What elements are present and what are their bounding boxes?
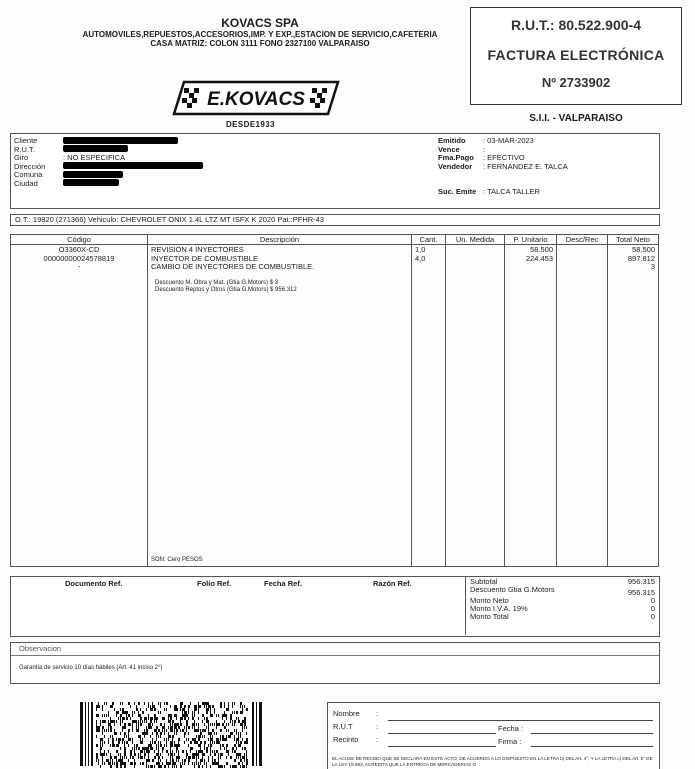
receipt-nombre: Nombre bbox=[333, 709, 360, 718]
label-ciudad: Ciudad bbox=[14, 178, 38, 188]
desc-1: REVISION 4 INYECTORES bbox=[151, 245, 244, 254]
code-1: O3360X-CD bbox=[58, 245, 100, 254]
company-activity: AUTOMOVILES,REPUESTOS,ACCESORIOS,IMP. Y EXP.,ESTACION DE SERVICIO,CAFETERIA bbox=[82, 30, 438, 39]
work-order-line: O.T.: 19820 (271366) Vehiculo: CHEVROLET ONIX 1.4L LTZ MT ISFX K 2020 Pat.:PFHR-43 bbox=[10, 214, 660, 226]
discount-cell bbox=[557, 245, 608, 567]
total-2: 897.812 bbox=[627, 253, 655, 263]
issuer-rut: R.U.T.: 80.522.900-4 bbox=[511, 17, 641, 33]
value-sucursal: : TALCA TALLER bbox=[483, 187, 540, 196]
label-cliente: Cliente bbox=[14, 136, 38, 145]
client-labels bbox=[14, 137, 45, 188]
label-vendedor: Vendedor bbox=[438, 161, 473, 171]
table-body-row bbox=[11, 245, 659, 567]
label-comuna: Comuna bbox=[14, 170, 43, 179]
description-cell bbox=[148, 245, 412, 567]
total-cell bbox=[608, 245, 659, 567]
totals-panel bbox=[465, 576, 659, 635]
redaction-bar bbox=[63, 162, 203, 169]
logo-text: E.KOVACS bbox=[207, 89, 305, 110]
unit-cell bbox=[446, 245, 505, 567]
label-emitido: Emitido bbox=[438, 136, 466, 145]
receipt-firma: Firma : bbox=[498, 737, 522, 746]
descuento-label: Descuento Gtia G.Motors bbox=[470, 585, 555, 594]
qty-2: 4,0 bbox=[415, 253, 426, 263]
label-direccion: Dirección bbox=[14, 161, 46, 171]
references-totals-box bbox=[10, 576, 660, 637]
header-unidad: Un. Medida bbox=[446, 235, 505, 245]
nombre-line[interactable] bbox=[388, 720, 653, 721]
total-label: Monto Total bbox=[470, 612, 509, 621]
label-sucursal: Suc. Emite bbox=[438, 187, 477, 196]
label-vence: Vence bbox=[438, 144, 460, 154]
ref-fecha: Fecha Ref. bbox=[264, 579, 302, 588]
table-header-row bbox=[11, 235, 659, 245]
label-giro: Giro bbox=[14, 153, 29, 162]
total-value: 0 bbox=[650, 612, 655, 621]
receipt-fecha: Fecha : bbox=[498, 724, 524, 733]
client-box bbox=[10, 133, 660, 209]
fecha-line[interactable] bbox=[531, 733, 653, 734]
subtotal-value: 956.315 bbox=[627, 577, 655, 586]
value-vence: : bbox=[483, 144, 486, 154]
descuento-value: 956.315 bbox=[627, 588, 655, 597]
rut-line[interactable] bbox=[388, 733, 496, 734]
ref-folio: Folio Ref. bbox=[197, 579, 232, 588]
value-forma-pago: : EFECTIVO bbox=[483, 153, 525, 162]
pdf417-barcode bbox=[78, 700, 264, 768]
meta-values bbox=[483, 137, 568, 171]
subtotal-label: Subtotal bbox=[470, 577, 498, 586]
discount-1: Descuento M. Obra y Mat. (Gtia G.Motors) $ 3 bbox=[155, 279, 279, 286]
desc-3: CAMBIO DE INYECTORES DE COMBUSTIBLE. bbox=[151, 262, 315, 271]
kovacs-logo bbox=[172, 80, 340, 116]
observations-box bbox=[10, 642, 660, 684]
neto-value: 0 bbox=[650, 596, 655, 605]
header-cantidad: Cant. bbox=[412, 235, 446, 245]
invoice-number: Nº 2733902 bbox=[541, 75, 611, 90]
total-1: 58.500 bbox=[632, 245, 655, 254]
observations-title: Observacion bbox=[19, 644, 62, 653]
header-total: Total Neto bbox=[608, 235, 659, 245]
price-cell bbox=[505, 245, 557, 567]
firma-line[interactable] bbox=[531, 746, 653, 747]
value-emitido: : 03-MAR-2023 bbox=[483, 136, 534, 145]
total-row bbox=[470, 613, 655, 621]
meta-labels bbox=[438, 137, 474, 171]
code-3: - bbox=[77, 262, 81, 271]
label-rut: R.U.T. bbox=[14, 144, 35, 154]
items-table-wrapper bbox=[10, 234, 659, 567]
value-vendedor: : FERNANDEZ E. TALCA bbox=[483, 161, 568, 171]
qty-1: 1,0 bbox=[415, 245, 426, 254]
receipt-rut: R.U.T bbox=[333, 722, 353, 731]
header-descuento: Desc/Rec bbox=[557, 235, 608, 245]
header-descripcion: Descripción bbox=[148, 235, 412, 245]
sii-office: S.I.I. - VALPARAISO bbox=[529, 113, 623, 124]
code-cell bbox=[11, 245, 148, 567]
total-3: 3 bbox=[650, 262, 655, 271]
desc-2: INYECTOR DE COMBUSTIBLE bbox=[151, 253, 258, 263]
redaction-bar bbox=[63, 145, 128, 152]
iva-value: 0 bbox=[650, 604, 655, 613]
document-type: FACTURA ELECTRÓNICA bbox=[487, 47, 665, 63]
neto-label: Monto Neto bbox=[470, 596, 509, 605]
invoice-id-box bbox=[470, 7, 682, 105]
redaction-bar bbox=[63, 171, 123, 178]
company-name: KOVACS SPA bbox=[221, 16, 299, 30]
qty-cell bbox=[412, 245, 446, 567]
recinto-line[interactable] bbox=[388, 746, 496, 747]
company-header bbox=[40, 16, 480, 48]
label-forma-pago: Fma.Pago bbox=[438, 153, 474, 162]
header-codigo: Código bbox=[11, 235, 148, 245]
header-precio: P. Unitario bbox=[505, 235, 557, 245]
items-table bbox=[10, 234, 659, 567]
receipt-legal-text: EL ACUSE DE RECIBO QUE SE DECLARA EN ESTE ACTO, DE ACUERDO A LO DISPUESTO EN LA LETRA b) DEL Art. 4°, Y LA LETRA c) DEL Art. 5° DE LA LEY 19.983, ACREDITA QUE LA ENTREGA DE MERCADERIAS O bbox=[332, 756, 653, 767]
company-address: CASA MATRIZ: COLON 3111 FONO 2327100 VALPARAISO bbox=[150, 39, 370, 48]
client-giro: : NO ESPECIFICA bbox=[63, 153, 126, 162]
receipt-box: Nombre R.U.T Recinto : : : Fecha : Firma : EL ACUSE DE RECIBO QUE SE DECLARA EN ESTE ACTO, DE ACUERDO A LO DISPUESTO EN LA LETRA b) DEL Art. 4°, Y LA LETRA c) DEL Art. 5° DE LA LEY 19.983, ACREDITA QUE LA ENTREGA DE MERCADERIAS O bbox=[327, 702, 660, 769]
ref-razon: Razón Ref. bbox=[373, 579, 412, 588]
discount-2: Descuento Reptos y Otros (Gtia G.Motors) $ 956.312 bbox=[155, 286, 297, 293]
ref-documento: Documento Ref. bbox=[65, 579, 123, 588]
observations-text: Garantía de servicio 10 días hábiles (Art. 41 inciso 2°) bbox=[19, 665, 163, 671]
amount-in-words: SON: Cero PESOS bbox=[151, 557, 203, 563]
receipt-recinto: Recinto bbox=[333, 735, 359, 744]
code-2: 00000000024578819 bbox=[43, 253, 115, 263]
iva-label: Monto I.V.A. 19% bbox=[470, 604, 528, 613]
price-1: 58.500 bbox=[530, 245, 553, 254]
price-2: 224.453 bbox=[525, 253, 553, 263]
since-year: DESDE1933 bbox=[226, 120, 275, 129]
redaction-bar bbox=[63, 179, 119, 186]
redaction-bar bbox=[63, 137, 178, 144]
